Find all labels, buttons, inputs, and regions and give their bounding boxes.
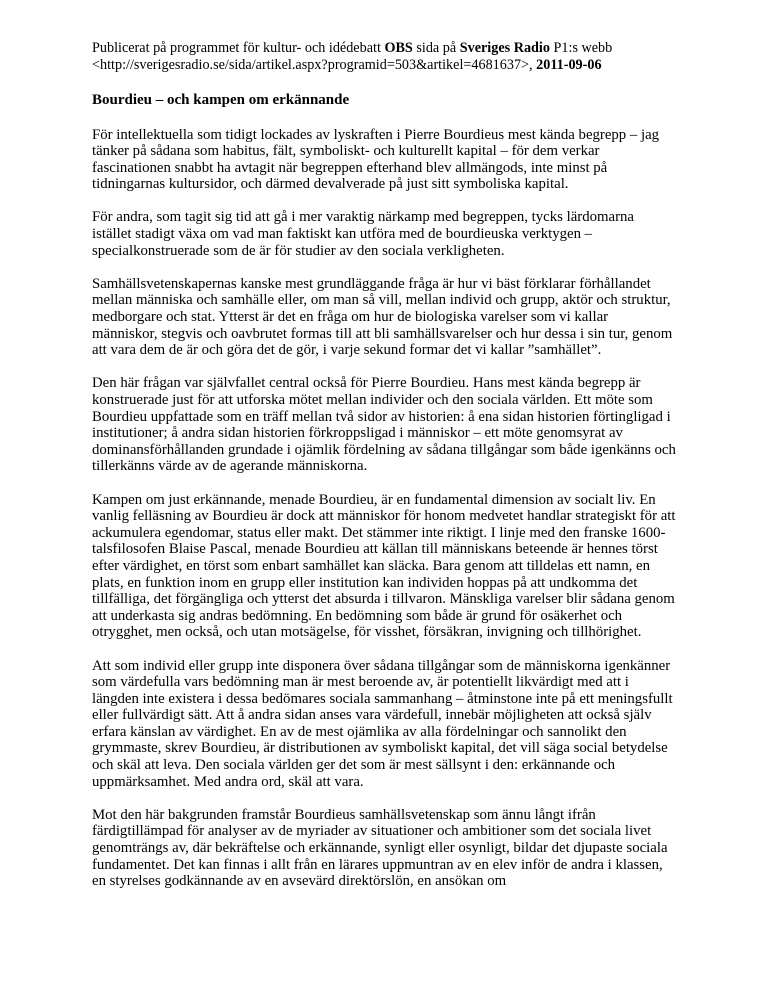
paragraph-2: För andra, som tagit sig tid att gå i mer varaktig närkamp med begreppen, tycks lärdomarna istället stadigt växa om vad man faktiskt kan utföra med de bourdieuska verktygen – specialkonstruerade som de är för studier av den sociala verkligheten. [92,209,634,259]
source-suffix: P1:s webb [549,40,613,56]
program-name: OBS [384,40,413,56]
paragraph-4: Den här frågan var självfallet central också för Pierre Bourdieu. Hans mest kända begrepp är konstruerade just för att utforska mötet mellan individer och den sociala världen. Ett möte som Bourdieu uppfattade som en träff mellan två sidor av historien: å ena sidan historien förtingligad i institutioner; å andra sidan historien förkroppsligad i människor – ett möte genomsyrat av dominansförhållanden grundade i ojämlik fördelning av sådana tillgångar som både igenkänns och tillerkänns värde av de agerande människorna. [92,375,676,475]
article-title: Bourdieu – och kampen om erkännande [92,92,350,108]
paragraph-6: Att som individ eller grupp inte disponera över sådana tillgångar som de människorna igenkänner som värdefulla vars bedömning man är mest beroende av, är potentiellt likvärdigt med att i längden inte existera i dessa bedömares sociala sammanhang – åtminstone inte på ett meningsfullt eller fullvärdigt sätt. Att å andra sidan anses vara värdefull, innebär möjligheten att också själv erfara känslan av värdighet. En av de mest ojämlika av alla fördelningar och sannolikt den grymmaste, skrev Bourdieu, är distributionen av symboliskt kapital, det vill säga social betydelse och skäl att leva. Den sociala världen ger det som är mest sällsynt i den: erkännande och uppmärksamhet. Med andra ord, skäl att vara. [92,657,673,790]
paragraph-5: Kampen om just erkännande, menade Bourdieu, är en fundamental dimension av socialt liv. En vanlig felläsning av Bourdieu är dock att människor för honom medvetet handlar strategiskt för att ackumulera egendomar, status eller makt. Det stämmer inte riktigt. I linje med den franske 1600-talsfilosofen Blaise Pascal, menade Bourdieu att källan till människans beteende är hennes törst efter värdighet, en törst som enbart samhället kan släcka. Bara genom att tilldelas ett namn, en plats, en funktion inom en grupp eller institution kan individen hoppas på att undkomma det tillfälliga, det förgängliga och ytterst det absurda i tillvaron. Mänskliga varelser blir sådana genom att underkasta sig andras bedömning. En bedömning som både är grund för osäkerhet och otrygghet, men också, och utan motsägelse, för visshet, försäkran, invigning och tillhörighet. [92,491,676,641]
source-url: <http://sverigesradio.se/sida/artikel.aspx?programid=503&artikel=4681637>, [92,57,537,73]
station-name: Sveriges Radio [459,40,550,56]
publication-source [92,40,676,74]
source-prefix: Publicerat på programmet för kultur- och idédebatt [92,40,385,56]
paragraph-1: För intellektuella som tidigt lockades av lyskraften i Pierre Bourdieus mest kända begrepp – jag tänker på sådana som habitus, fält, symboliskt- och kulturellt kapital – för dem verkar fascinationen snabbt ha avtagit när begreppen efterhand blev allmängods, inte minst på tidningarnas kultursidor, och därmed devalverade på just sitt symboliska kapital. [92,126,660,193]
document-page [92,40,676,890]
paragraph-7: Mot den här bakgrunden framstår Bourdieus samhällsvetenskap som ännu långt ifrån färdigtillämpad för analyser av de myriader av situationer och ambitioner som det sociala livet genomträngs av, där bekräftelse och erkännande, synligt eller osynligt, bildar det djupaste sociala fundamentet. Det kan finnas i allt från en lärares uppmuntran av en elev inför de andra i klassen, en styrelses godkännande av en avsevärd direktörslön, en ansökan om [92,806,668,890]
source-middle: sida på [412,40,460,56]
publication-date: 2011-09-06 [536,57,602,73]
paragraph-3: Samhällsvetenskapernas kanske mest grundläggande fråga är hur vi bäst förklarar förhållandet mellan människa och samhälle eller, om man så vill, mellan individ och grupp, aktör och struktur, medborgare och stat. Ytterst är det en fråga om hur de biologiska varelser som vi kallar människor, stegvis och oavbrutet formas till att bli samhällsvarelser och hur dessa i sin tur, genom att vara dem de är och göra det de gör, i varje sekund formar det vi kallar ”samhället”. [92,275,673,359]
